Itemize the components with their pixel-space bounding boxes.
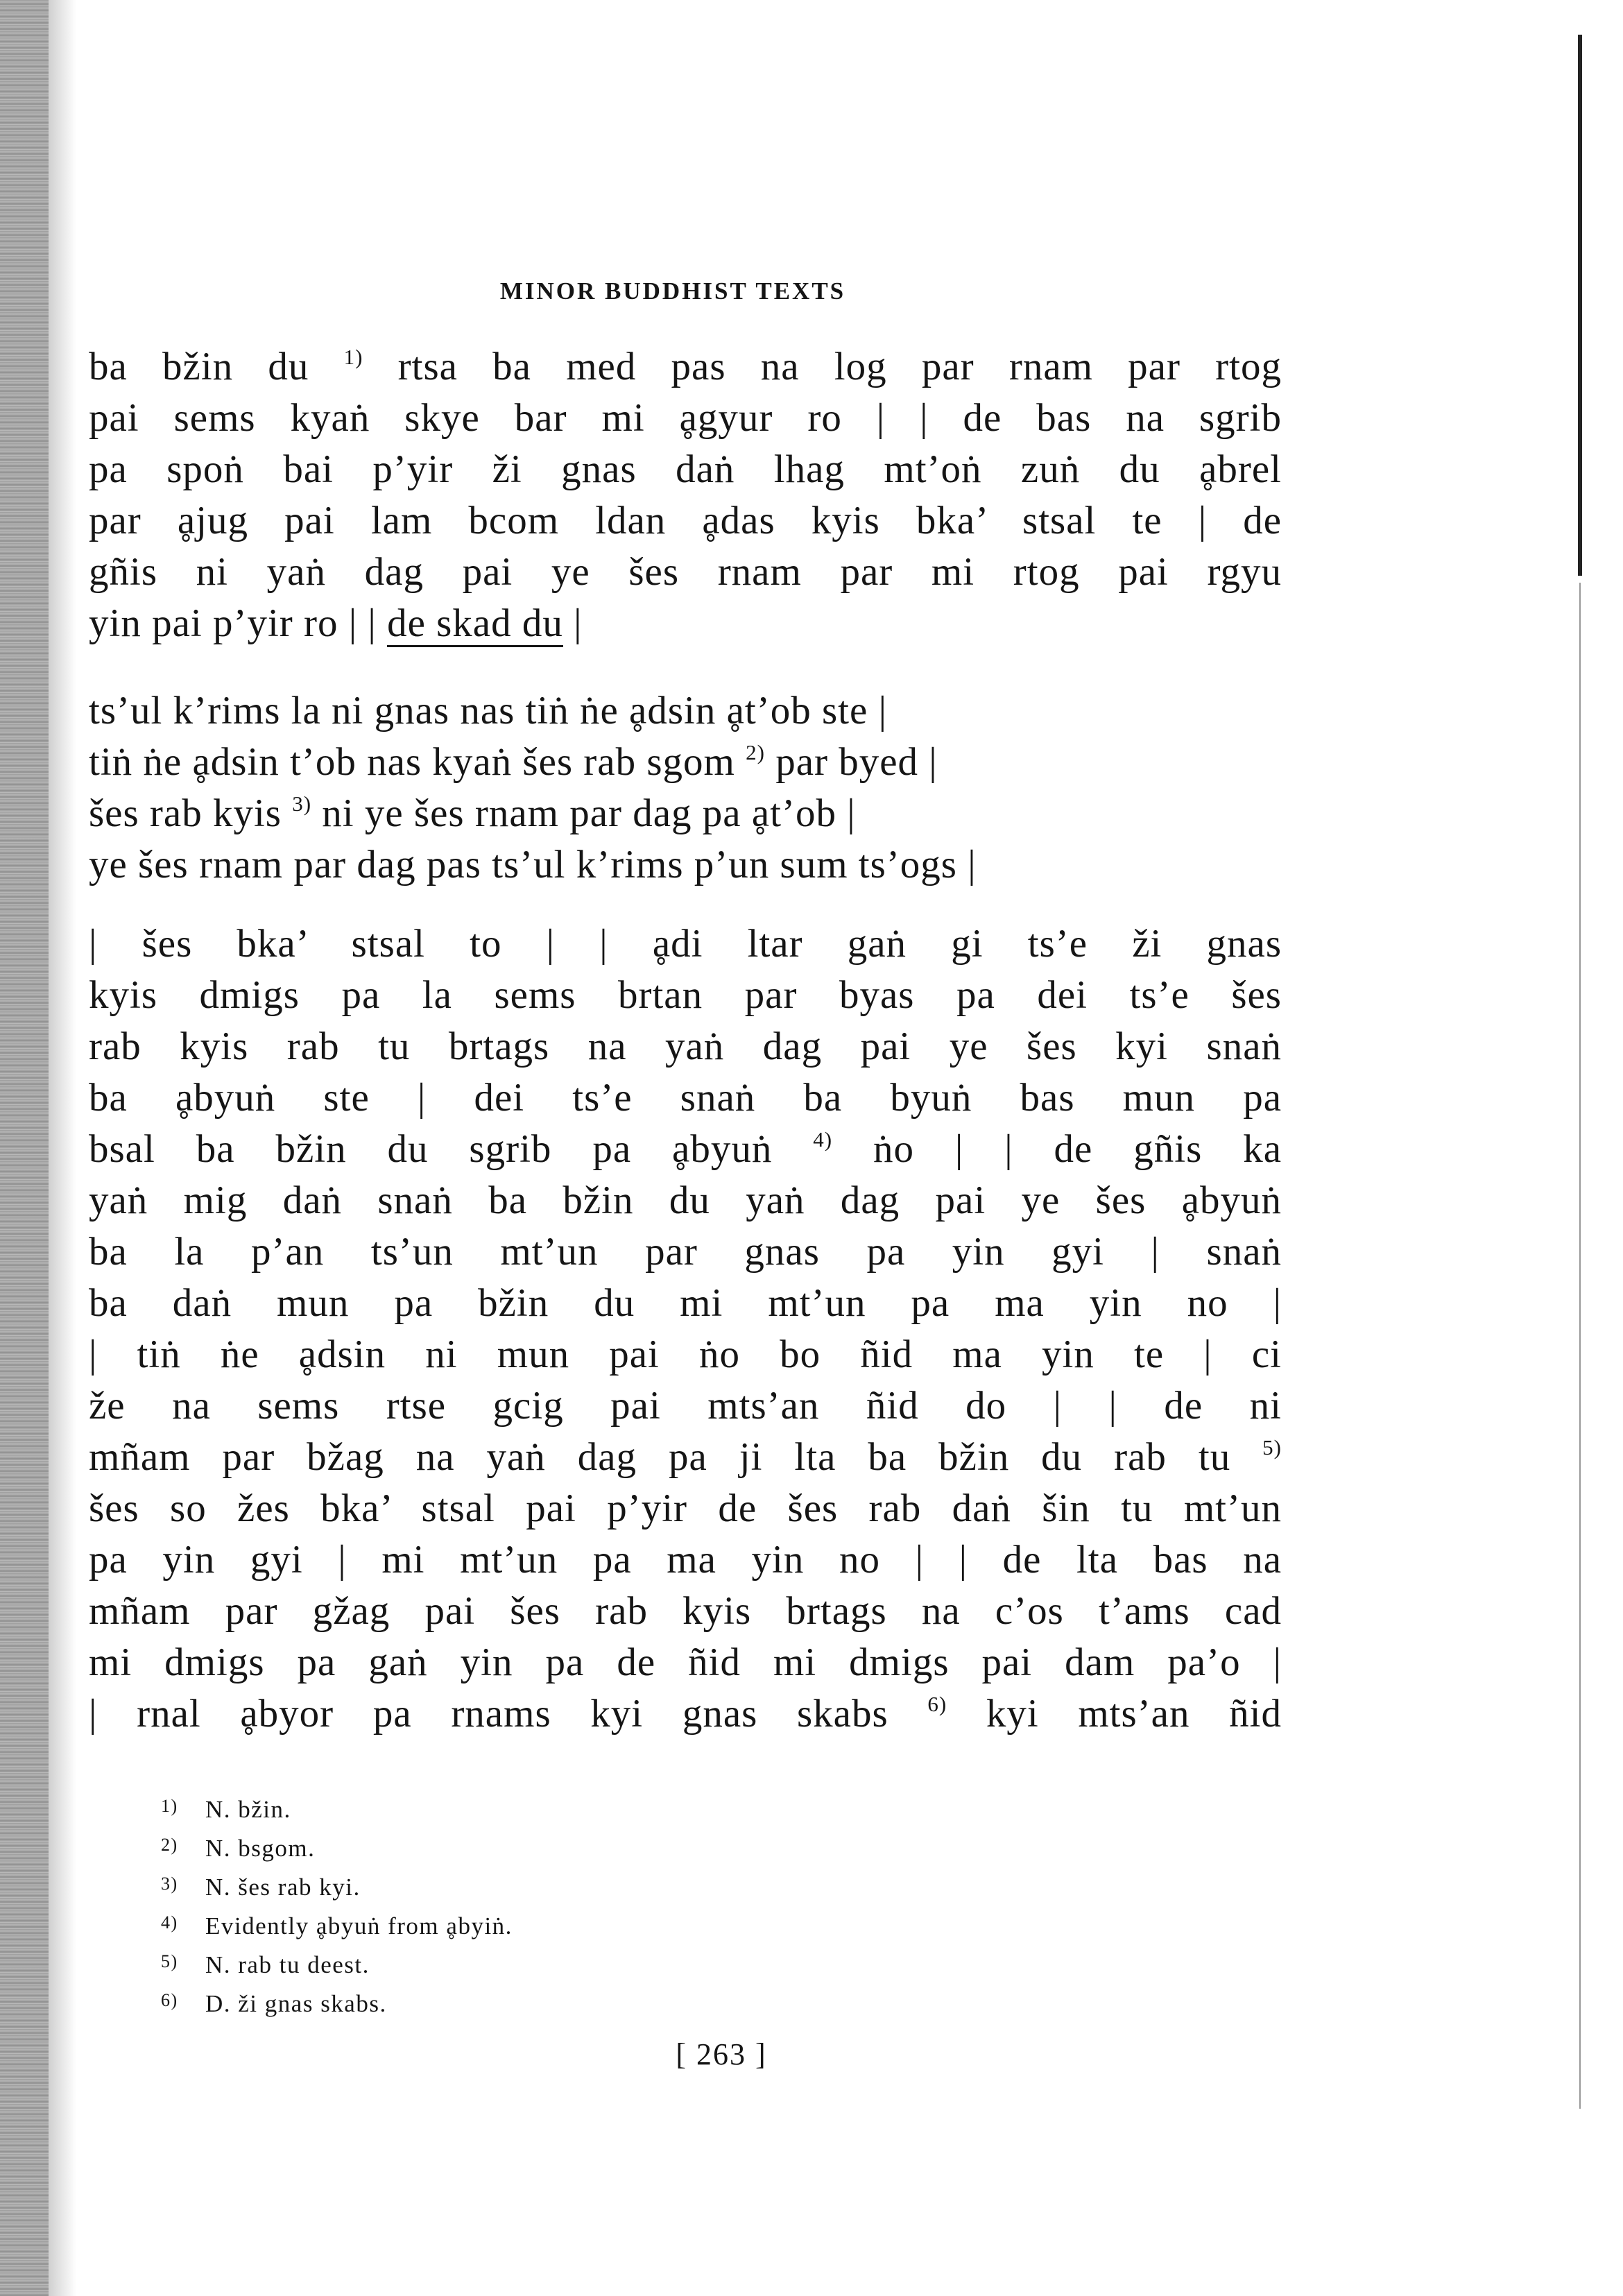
footnote bbox=[161, 1787, 993, 1826]
text-line: ba bžin du $^{1)}$ rtsa ba med pas na log par rnam par rtog bbox=[89, 345, 1282, 388]
binding-shadow bbox=[0, 0, 49, 2296]
text-line: že na sems rtse gcig pai mts’an ñid do | | de ni bbox=[89, 1384, 1282, 1428]
footnote-text: N. bsgom. bbox=[205, 1835, 316, 1862]
verse-line: tiṅ ṅe ḁdsin t’ob nas kyaṅ šes rab sgom $^{2)}$ par byed | bbox=[89, 740, 938, 784]
page-number: [ 263 ] bbox=[676, 2037, 767, 2071]
text-line: | rnal ḁbyor pa rnams kyi gnas skabs $^{6)}$ kyi mts’an ñid bbox=[89, 1692, 1282, 1736]
text-line: mñam par bžag na yaṅ dag pa ji lta ba bžin du rab tu $^{5)}$ bbox=[89, 1435, 1282, 1479]
footnote bbox=[161, 1865, 993, 1903]
footnote-ref: 6) bbox=[927, 1692, 947, 1716]
footnote-mark: 2) bbox=[161, 1835, 178, 1855]
text-line: ba la p’an ts’un mt’un par gnas pa yin gyi | snaṅ bbox=[89, 1230, 1282, 1274]
text-line: mñam par gžag pai šes rab kyis brtags na c’os t’ams cad bbox=[89, 1589, 1282, 1633]
right-edge-rule-lower bbox=[1579, 583, 1581, 2109]
text-line: šes so žes bka’ stsal pai p’yir de šes rab daṅ šin tu mt’un bbox=[89, 1487, 1282, 1530]
verse-block bbox=[89, 685, 1282, 891]
footnote bbox=[161, 1903, 993, 1942]
body-text bbox=[89, 341, 1282, 1740]
footnote-mark: 6) bbox=[161, 1990, 178, 2010]
footnote bbox=[161, 1981, 993, 2020]
text-line: ba daṅ mun pa bžin du mi mt’un pa ma yin no | bbox=[89, 1281, 1282, 1325]
footnote-mark: 4) bbox=[161, 1912, 178, 1933]
text-line: pa spoṅ bai p’yir ži gnas daṅ lhag mt’oṅ zuṅ du ḁbrel bbox=[89, 447, 1282, 491]
text-line: kyis dmigs pa la sems brtan par byas pa dei ts’e šes bbox=[89, 973, 1282, 1017]
verse-line: ts’ul k’rims la ni gnas nas tiṅ ṅe ḁdsin ḁt’ob ste | bbox=[89, 689, 887, 733]
footnote-ref: 3) bbox=[292, 791, 312, 816]
text-line: mi dmigs pa gaṅ yin pa de ñid mi dmigs pai dam pa’o | bbox=[89, 1640, 1282, 1684]
text-line: gñis ni yaṅ dag pai ye šes rnam par mi rtog pai rgyu bbox=[89, 550, 1282, 594]
text-line: pai sems kyaṅ skye bar mi ḁgyur ro | | de bas na sgrib bbox=[89, 396, 1282, 440]
footnote-ref: 1) bbox=[343, 345, 363, 369]
footnote-ref: 2) bbox=[746, 740, 765, 764]
text-line: bsal ba bžin du sgrib pa ḁbyuṅ $^{4)}$ ṅo | | de gñis ka bbox=[89, 1127, 1282, 1171]
footnote bbox=[161, 1826, 993, 1865]
paragraph-1 bbox=[89, 341, 1282, 649]
footnote-ref: 5) bbox=[1262, 1435, 1282, 1459]
footnote-text: N. bžin. bbox=[205, 1796, 291, 1823]
text-line: pa yin gyi | mi mt’un pa ma yin no | | de lta bas na bbox=[89, 1538, 1282, 1582]
binding-fade bbox=[49, 0, 76, 2296]
verse-line: šes rab kyis $^{3)}$ ni ye šes rnam par dag pa ḁt’ob | bbox=[89, 791, 856, 835]
text-line: ba ḁbyuṅ ste | dei ts’e snaṅ ba byuṅ bas mun pa bbox=[89, 1076, 1282, 1120]
text-line: par ḁjug pai lam bcom ldan ḁdas kyis bka’ stsal te | de bbox=[89, 499, 1282, 542]
text-line: | tiṅ ṅe ḁdsin ni mun pai ṅo bo ñid ma yin te | ci bbox=[89, 1333, 1282, 1376]
footnote-text: N. rab tu deest. bbox=[205, 1951, 370, 1978]
text-line: rab kyis rab tu brtags na yaṅ dag pai ye šes kyi snaṅ bbox=[89, 1025, 1282, 1068]
right-edge-rule bbox=[1578, 35, 1582, 576]
footnote-text: Evidently ḁbyuṅ from ḁbyiṅ. bbox=[205, 1912, 513, 1939]
footnote-mark: 5) bbox=[161, 1951, 178, 1971]
footnote-mark: 1) bbox=[161, 1796, 178, 1816]
text-line: yin pai p’yir ro | | de skad du | bbox=[89, 598, 1282, 649]
running-head: MINOR BUDDHIST TEXTS bbox=[499, 277, 846, 305]
underlined-phrase: de skad du bbox=[387, 602, 563, 647]
footnote-text: D. ži gnas skabs. bbox=[205, 1990, 387, 2017]
footnote-ref: 4) bbox=[813, 1127, 833, 1151]
footnote-mark: 3) bbox=[161, 1874, 178, 1894]
text-line: yaṅ mig daṅ snaṅ ba bžin du yaṅ dag pai ye šes ḁbyuṅ bbox=[89, 1179, 1282, 1222]
paragraph-2 bbox=[89, 918, 1282, 1740]
footnotes bbox=[161, 1787, 993, 2020]
footnote bbox=[161, 1942, 993, 1981]
verse-line: ye šes rnam par dag pas ts’ul k’rims p’un sum ts’ogs | bbox=[89, 843, 977, 886]
text-line: | šes bka’ stsal to | | ḁdi ltar gaṅ gi ts’e ži gnas bbox=[89, 922, 1282, 966]
footnote-text: N. šes rab kyi. bbox=[205, 1874, 361, 1901]
